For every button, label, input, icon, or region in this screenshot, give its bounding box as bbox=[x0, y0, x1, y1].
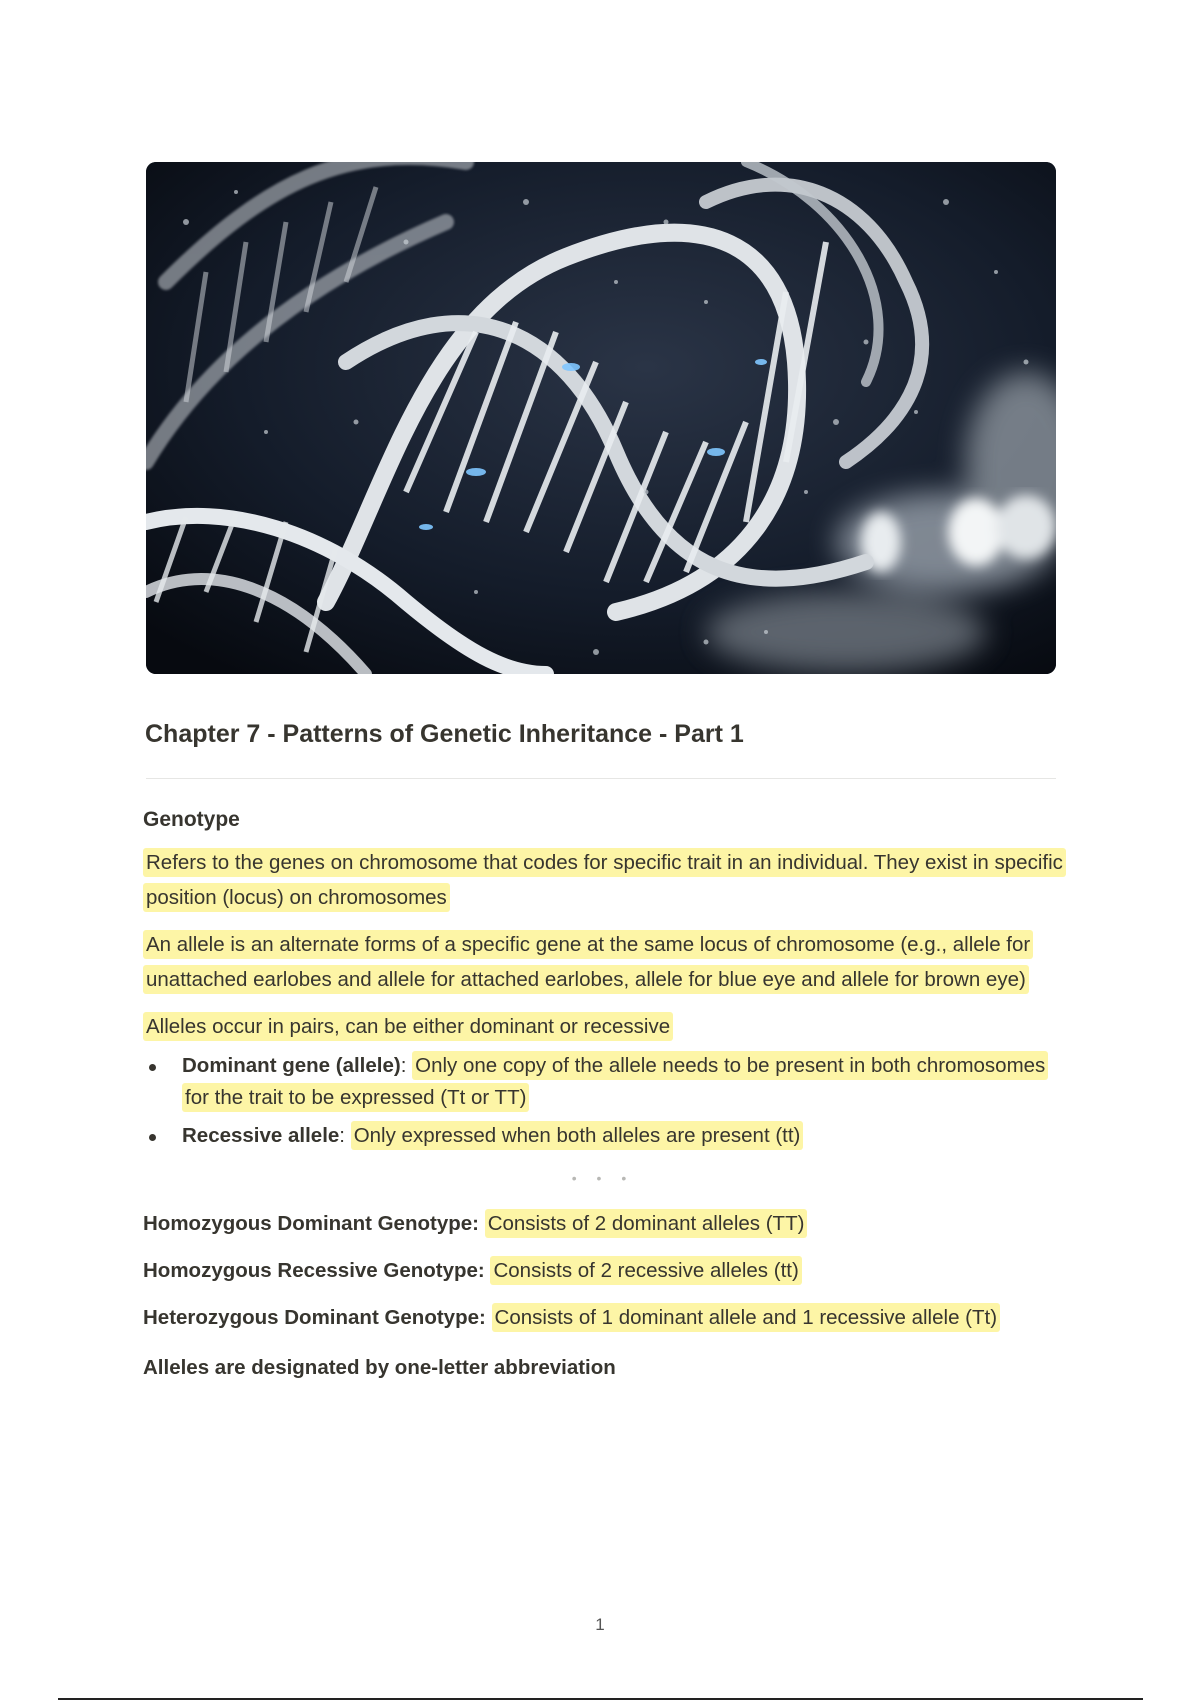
genotype-heterozygous-dominant bbox=[143, 1300, 1063, 1335]
page-title: Chapter 7 - Patterns of Genetic Inheritance - Part 1 bbox=[145, 720, 744, 748]
genotype-homozygous-recessive bbox=[143, 1253, 1063, 1288]
paragraph-allele-definition bbox=[143, 927, 1063, 997]
highlighted-text: An allele is an alternate forms of a specific gene at the same locus of chromosome (e.g., allele for unattached earlobes and allele for attached earlobes, allele for blue eye and allele for brown eye) bbox=[143, 930, 1033, 994]
genotype-label: Homozygous Dominant Genotype: bbox=[143, 1212, 479, 1235]
dna-helix-image bbox=[146, 162, 1056, 674]
list-item bbox=[143, 1120, 1063, 1152]
bullet-icon bbox=[149, 1134, 156, 1141]
bullet-list bbox=[143, 1050, 1063, 1152]
highlighted-text: Consists of 2 dominant alleles (TT) bbox=[485, 1209, 808, 1238]
highlighted-text: Only expressed when both alleles are present (tt) bbox=[351, 1121, 804, 1150]
paragraph-alleles-pairs bbox=[143, 1009, 1063, 1044]
page-number: 1 bbox=[595, 1615, 605, 1634]
highlighted-text: Alleles occur in pairs, can be either dominant or recessive bbox=[143, 1012, 673, 1041]
highlighted-text: Consists of 1 dominant allele and 1 recessive allele (Tt) bbox=[492, 1303, 1001, 1332]
bullet-separator: : bbox=[400, 1054, 407, 1077]
highlighted-text: Consists of 2 recessive alleles (tt) bbox=[490, 1256, 801, 1285]
bullet-icon bbox=[149, 1064, 156, 1071]
genotype-label: Homozygous Recessive Genotype: bbox=[143, 1259, 485, 1282]
section-divider-dots: • • • bbox=[571, 1170, 635, 1186]
content-body bbox=[143, 805, 1063, 1383]
highlighted-text: Only one copy of the allele needs to be present in both chromosomes for the trait to be expressed (Tt or TT) bbox=[182, 1051, 1048, 1112]
section-heading-genotype: Genotype bbox=[143, 808, 240, 831]
list-item bbox=[143, 1050, 1063, 1114]
bullet-term: Dominant gene (allele) bbox=[182, 1054, 401, 1077]
genotype-homozygous-dominant bbox=[143, 1206, 1063, 1241]
bullet-separator: : bbox=[339, 1124, 345, 1147]
allele-designation-note: Alleles are designated by one-letter abbreviation bbox=[143, 1356, 616, 1379]
highlighted-text: Refers to the genes on chromosome that codes for specific trait in an individual. They exist in specific position (locus) on chromosomes bbox=[143, 848, 1066, 912]
genotype-label: Heterozygous Dominant Genotype: bbox=[143, 1306, 486, 1329]
bullet-term: Recessive allele bbox=[182, 1124, 340, 1147]
title-divider bbox=[146, 778, 1056, 779]
paragraph-genotype-definition bbox=[143, 845, 1063, 915]
